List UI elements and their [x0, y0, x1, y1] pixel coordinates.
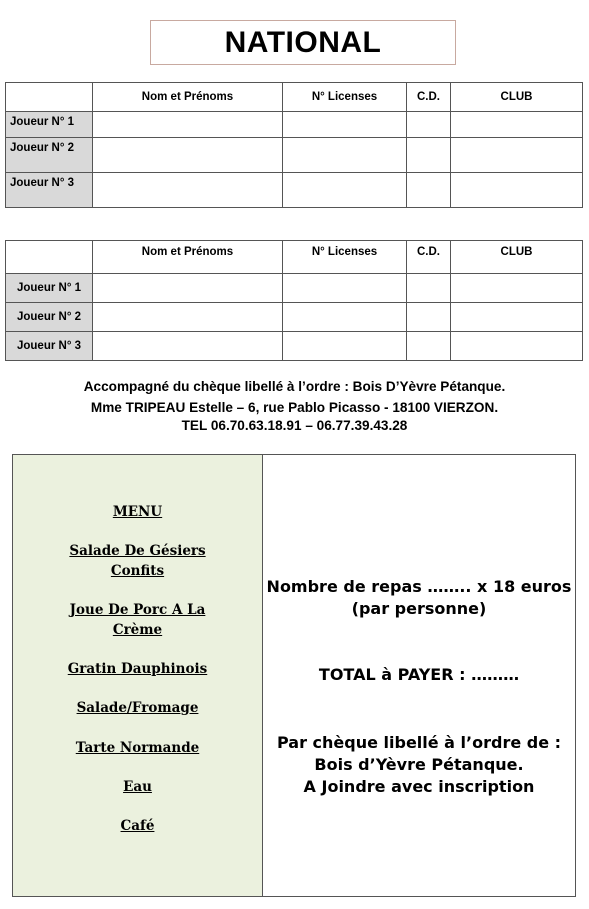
header-licenses: N° Licenses [283, 83, 407, 112]
menu-panel [12, 454, 263, 897]
table-row [6, 332, 583, 361]
row-label: Joueur N° 3 [6, 173, 93, 208]
header-blank [6, 241, 93, 274]
info-address-line: Mme TRIPEAU Estelle – 6, rue Pablo Picasso - 18100 VIERZON. [90, 400, 499, 415]
cd-cell[interactable] [407, 112, 451, 138]
cheque-payee: Bois d’Yèvre Pétanque. [314, 755, 524, 774]
license-cell[interactable] [283, 274, 407, 303]
table-row [6, 173, 583, 208]
menu-item: Salade/Fromage [76, 700, 199, 716]
header-nom: Nom et Prénoms [93, 241, 283, 274]
row-label: Joueur N° 2 [6, 303, 93, 332]
license-cell[interactable] [283, 332, 407, 361]
cd-cell[interactable] [407, 274, 451, 303]
cd-cell[interactable] [407, 332, 451, 361]
club-cell[interactable] [451, 112, 583, 138]
repas-line: Nombre de repas …….. x 18 euros [266, 577, 572, 596]
info-phone-line: TEL 06.70.63.18.91 – 06.77.39.43.28 [181, 418, 408, 433]
menu-item: Café [120, 818, 155, 834]
nom-cell[interactable] [93, 303, 283, 332]
menu-item: Crème [112, 622, 163, 638]
table-row [6, 303, 583, 332]
nom-cell[interactable] [93, 112, 283, 138]
players-table-2 [5, 240, 583, 361]
menu-item: Salade De Gésiers [69, 543, 206, 559]
nom-cell[interactable] [93, 138, 283, 173]
cd-cell[interactable] [407, 303, 451, 332]
table-header-row [6, 241, 583, 274]
row-label: Joueur N° 1 [6, 274, 93, 303]
menu-title: MENU [112, 504, 163, 520]
table-row [6, 274, 583, 303]
info-cheque-line: Accompagné du chèque libellé à l’ordre : Bois D’Yèvre Pétanque. [83, 379, 506, 394]
header-nom: Nom et Prénoms [93, 83, 283, 112]
menu-item: Confits [110, 563, 165, 579]
cheque-line: Par chèque libellé à l’ordre de : [276, 733, 562, 752]
header-licenses: N° Licenses [283, 241, 407, 274]
cheque-note: A Joindre avec inscription [303, 777, 535, 796]
club-cell[interactable] [451, 138, 583, 173]
header-cd: C.D. [407, 83, 451, 112]
license-cell[interactable] [283, 173, 407, 208]
menu-item: Gratin Dauphinois [67, 661, 208, 677]
title-box [150, 20, 456, 65]
menu-item: Joue De Porc A La [69, 602, 206, 618]
license-cell[interactable] [283, 303, 407, 332]
club-cell[interactable] [451, 332, 583, 361]
order-panel [262, 454, 576, 897]
nom-cell[interactable] [93, 173, 283, 208]
nom-cell[interactable] [93, 274, 283, 303]
total-line: TOTAL à PAYER : ……… [318, 665, 520, 684]
repas-subline: (par personne) [351, 599, 487, 618]
header-cd: C.D. [407, 241, 451, 274]
nom-cell[interactable] [93, 332, 283, 361]
club-cell[interactable] [451, 173, 583, 208]
page-title: NATIONAL [224, 25, 382, 59]
cd-cell[interactable] [407, 138, 451, 173]
club-cell[interactable] [451, 274, 583, 303]
header-club: CLUB [451, 83, 583, 112]
header-club: CLUB [451, 241, 583, 274]
table-row [6, 112, 583, 138]
table-header-row [6, 83, 583, 112]
table-row [6, 138, 583, 173]
menu-item: Tarte Normande [75, 740, 200, 756]
row-label: Joueur N° 1 [6, 112, 93, 138]
menu-item: Eau [123, 779, 152, 795]
club-cell[interactable] [451, 303, 583, 332]
row-label: Joueur N° 2 [6, 138, 93, 173]
license-cell[interactable] [283, 112, 407, 138]
license-cell[interactable] [283, 138, 407, 173]
cd-cell[interactable] [407, 173, 451, 208]
header-blank [6, 83, 93, 112]
players-table-1 [5, 82, 583, 208]
row-label: Joueur N° 3 [6, 332, 93, 361]
